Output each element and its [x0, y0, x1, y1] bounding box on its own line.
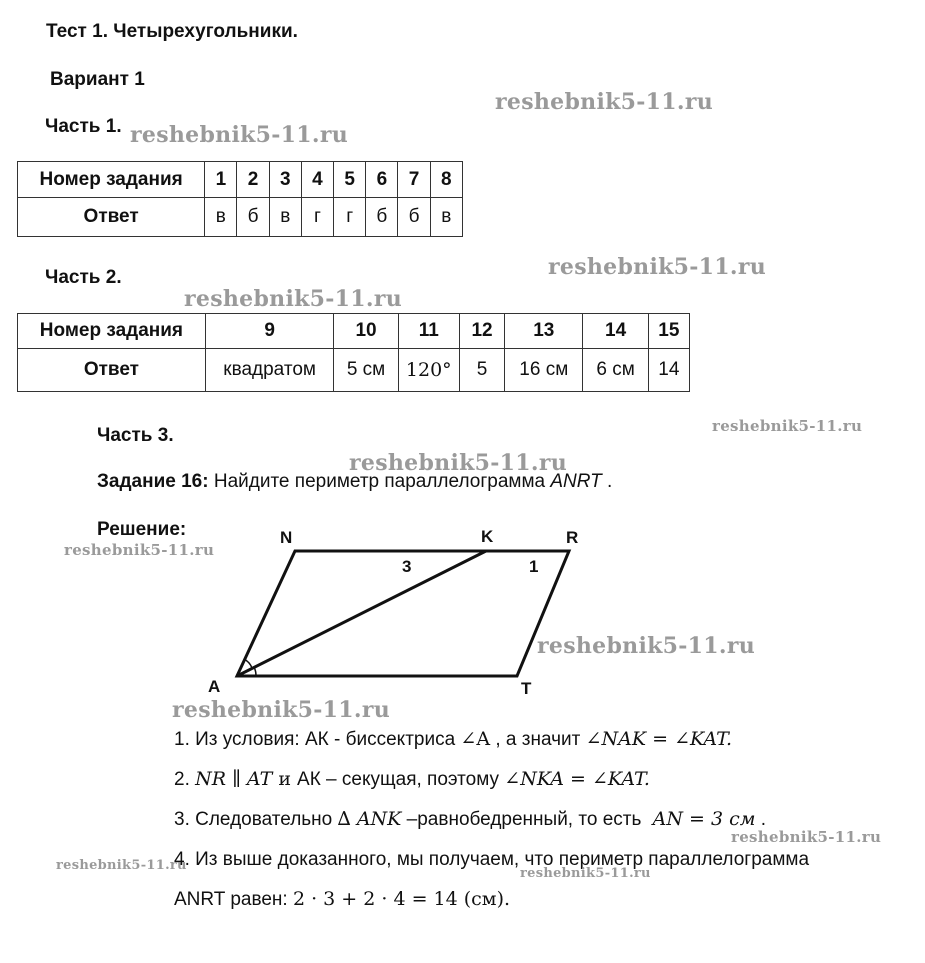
- vertex-t-label: T: [521, 679, 532, 698]
- watermark: reshebnik5-11.ru: [130, 122, 349, 148]
- task-number-cell: 12: [459, 314, 504, 349]
- task-number-cell: 3: [269, 162, 301, 198]
- part2-table: [17, 313, 690, 392]
- table-row: [18, 314, 690, 349]
- step-text: 2.: [174, 769, 196, 790]
- answer-cell: 6 см: [583, 349, 648, 392]
- task-label: Задание 16:: [97, 471, 209, 492]
- step-math: AN = 3 см: [652, 808, 756, 830]
- angle-3-label: 3: [402, 557, 412, 576]
- task-number-cell: 10: [334, 314, 398, 349]
- step-math: ∠NKA = ∠KAT.: [504, 768, 650, 790]
- table-header-cell: Ответ: [18, 198, 205, 237]
- answer-cell: в: [205, 198, 237, 237]
- task-text: Найдите периметр параллелограмма: [213, 471, 546, 492]
- answer-cell: 14: [648, 349, 689, 392]
- answer-cell: квадратом: [205, 349, 334, 392]
- watermark: reshebnik5-11.ru: [349, 450, 568, 476]
- watermark: reshebnik5-11.ru: [520, 866, 651, 881]
- solution-step-4-line1: 4. Из выше доказанного, мы получаем, что периметр параллелограмма: [174, 849, 810, 870]
- task-number-cell: 6: [366, 162, 398, 198]
- watermark: reshebnik5-11.ru: [184, 286, 403, 312]
- step-math: ∠A: [460, 728, 491, 750]
- answer-cell: 5: [459, 349, 504, 392]
- page-title: Тест 1. Четырехугольники.: [46, 21, 298, 42]
- table-row: [18, 162, 463, 198]
- table-header-cell: Номер задания: [18, 314, 206, 349]
- vertex-r-label: R: [566, 528, 579, 547]
- step-text: ANRT равен:: [174, 889, 293, 910]
- parallelogram-figure: [200, 520, 600, 700]
- solution-step-4-line2: [174, 888, 510, 911]
- step-math: ∆ ANK: [337, 808, 402, 830]
- answer-cell: г: [301, 198, 333, 237]
- task-number-cell: 5: [334, 162, 366, 198]
- task-number-cell: 14: [583, 314, 648, 349]
- step-text: , а значит: [490, 729, 586, 750]
- solution-step-1: [174, 728, 732, 751]
- step-math: NR ∥ AT: [195, 768, 273, 790]
- step-text: и: [272, 768, 298, 790]
- solution-label: Решение:: [97, 519, 187, 540]
- angle-1-label: 1: [529, 557, 539, 576]
- watermark: reshebnik5-11.ru: [548, 254, 767, 280]
- angle-arc-upper: [244, 659, 252, 668]
- step-text: 3. Следовательно: [174, 809, 338, 830]
- part2-label: Часть 2.: [45, 267, 122, 288]
- task-number-cell: 13: [505, 314, 583, 349]
- task-number-cell: 8: [430, 162, 462, 198]
- table-row: [18, 198, 463, 237]
- answer-cell: б: [366, 198, 398, 237]
- solution-step-3: [174, 808, 766, 831]
- step-text: 1. Из условия: АК - биссектриса: [174, 729, 461, 750]
- watermark: reshebnik5-11.ru: [712, 417, 863, 435]
- step-math: 2 · 3 + 2 · 4 = 14 (см).: [292, 888, 511, 910]
- watermark: reshebnik5-11.ru: [64, 541, 215, 559]
- variant-label: Вариант 1: [50, 69, 145, 90]
- task-number-cell: 2: [237, 162, 269, 198]
- step-text: .: [755, 809, 767, 830]
- answer-cell: в: [269, 198, 301, 237]
- watermark: reshebnik5-11.ru: [537, 633, 756, 659]
- step-math: ∠NAK = ∠KAT.: [585, 728, 733, 750]
- table-header-cell: Ответ: [18, 349, 206, 392]
- vertex-k-label: K: [481, 527, 494, 546]
- step-text: АК – секущая, поэтому: [297, 769, 505, 790]
- solution-step-2: [174, 768, 650, 791]
- bisector-ak: [237, 551, 486, 676]
- vertex-a-label: A: [208, 677, 221, 696]
- answer-cell: г: [334, 198, 366, 237]
- watermark: reshebnik5-11.ru: [495, 89, 714, 115]
- task-number-cell: 1: [205, 162, 237, 198]
- answer-cell: 120°: [398, 349, 459, 392]
- task-number-cell: 4: [301, 162, 333, 198]
- vertex-n-label: N: [280, 528, 293, 547]
- answer-cell: в: [430, 198, 462, 237]
- task-number-cell: 15: [648, 314, 689, 349]
- answer-cell: 5 см: [334, 349, 398, 392]
- watermark: reshebnik5-11.ru: [172, 697, 391, 723]
- task-number-cell: 7: [398, 162, 430, 198]
- answer-cell: б: [398, 198, 430, 237]
- part3-label: Часть 3.: [97, 425, 174, 446]
- part1-label: Часть 1.: [45, 116, 122, 137]
- table-header-cell: Номер задания: [18, 162, 205, 198]
- watermark: reshebnik5-11.ru: [56, 858, 187, 873]
- task-math: ANRT: [550, 471, 602, 492]
- answer-cell: б: [237, 198, 269, 237]
- watermark: reshebnik5-11.ru: [731, 828, 882, 846]
- task-number-cell: 9: [205, 314, 334, 349]
- table-row: [18, 349, 690, 392]
- task-end: .: [607, 471, 613, 492]
- answer-cell: 16 см: [505, 349, 583, 392]
- step-text: –равнобедренный, то есть: [401, 809, 647, 830]
- task-number-cell: 11: [398, 314, 459, 349]
- part1-table: [17, 161, 463, 237]
